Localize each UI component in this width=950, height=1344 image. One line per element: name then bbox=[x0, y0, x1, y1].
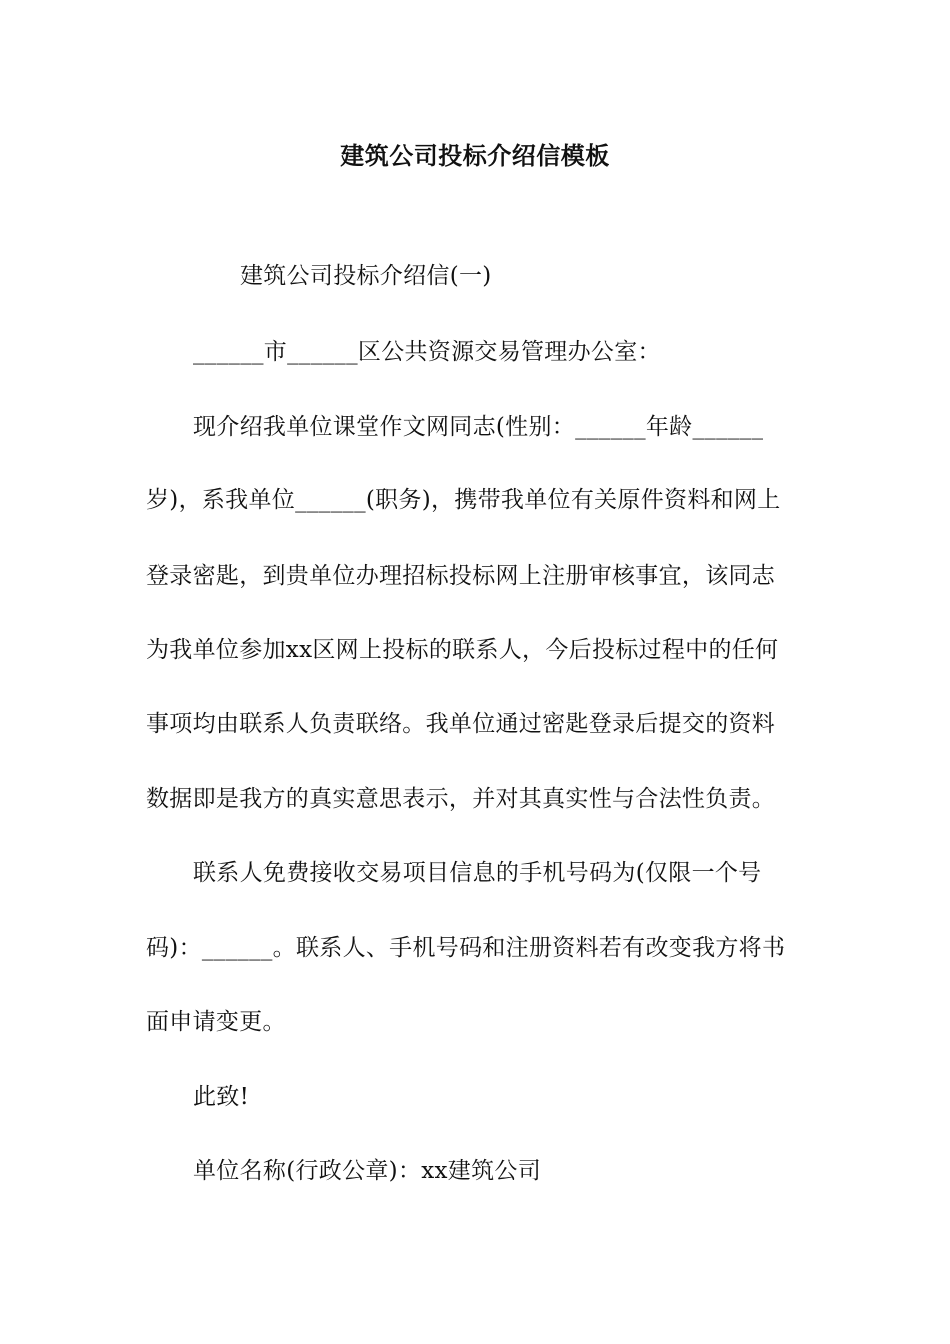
signature-line: 单位名称(行政公章)：xx建筑公司 bbox=[193, 1158, 541, 1184]
phone-line-3: 面申请变更。 bbox=[146, 1009, 286, 1035]
body-line-1: 现介绍我单位课堂作文网同志(性别：______年龄______ bbox=[193, 414, 764, 440]
recipient-line: ______市______区公共资源交易管理办公室： bbox=[193, 339, 661, 365]
body-line-6: 数据即是我方的真实意思表示，并对其真实性与合法性负责。 bbox=[146, 786, 776, 812]
phone-line-1: 联系人免费接收交易项目信息的手机号码为(仅限一个号 bbox=[193, 860, 762, 886]
body-line-3: 登录密匙，到贵单位办理招标投标网上注册审核事宜，该同志 bbox=[146, 563, 776, 589]
body-line-2: 岁)，系我单位______(职务)，携带我单位有关原件资料和网上 bbox=[146, 487, 781, 513]
phone-line-2: 码)：______。联系人、手机号码和注册资料若有改变我方将书 bbox=[146, 935, 786, 961]
document-title: 建筑公司投标介绍信模板 bbox=[340, 141, 610, 170]
body-line-4: 为我单位参加xx区网上投标的联系人，今后投标过程中的任何 bbox=[146, 637, 779, 663]
closing-line: 此致! bbox=[193, 1084, 250, 1110]
body-line-5: 事项均由联系人负责联络。我单位通过密匙登录后提交的资料 bbox=[146, 711, 776, 737]
letter-heading: 建筑公司投标介绍信(一) bbox=[240, 263, 492, 289]
